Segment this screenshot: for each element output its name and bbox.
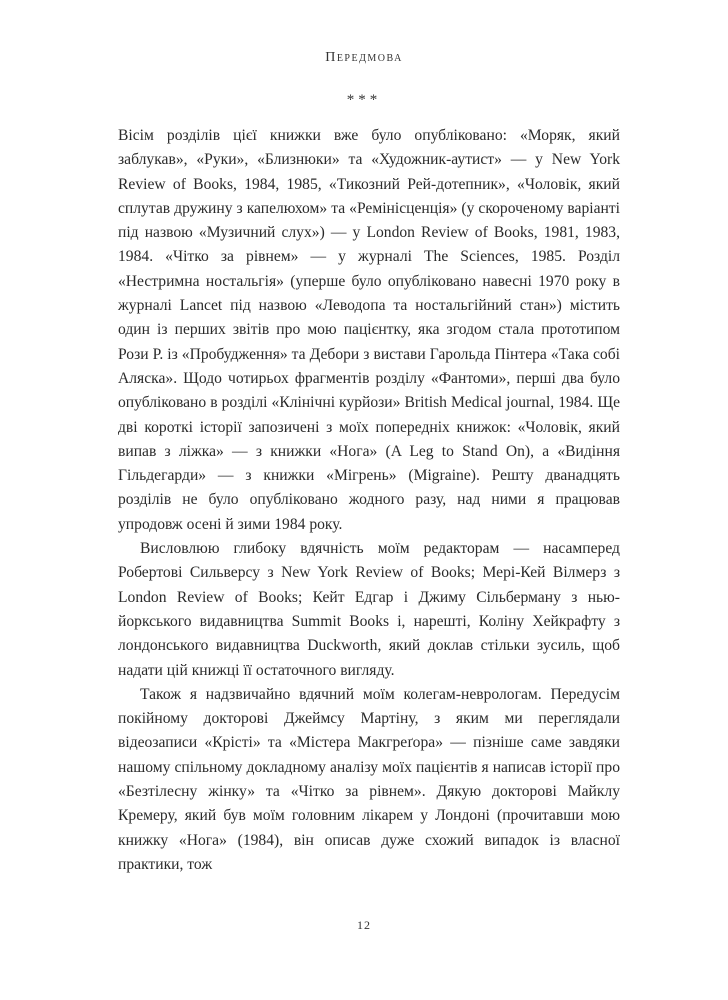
paragraph: Вісім розділів цієї книжки вже було опубліковано: «Моряк, який заблукав», «Руки», «Близнюки» та «Художник-аутист» — у New York Review of Books, 1984, 1985, «Тикозний Рей-дотепник», «Чоловік, який сплутав дружину з капелюхом» та «Ремінісценція» (у скороченому варіанті під назвою «Музичний слух») — у London Review of Books, 1981, 1983, 1984. «Чітко за рівнем» — у журналі The Sciences, 1985. Розділ «Нестримна ностальгія» (уперше було опубліковано навесні 1970 року в журналі Lancet під назвою «Леводопа та ностальгійний стан») містить один із перших звітів про мою пацієнтку, яка згодом стала прототипом Рози Р. із «Пробудження» та Дебори з вистави Гарольда Пінтера «Така собі Аляска». Щодо чотирьох фрагментів розділу «Фантоми», перші два було опубліковано в розділі «Клінічні курйози» British Medical journal, 1984. Ще дві короткі історії запозичені з моїх попередніх книжок: «Чоловік, який випав з ліжка» — з книжки «Нога» (A Leg to Stand On), а «Видіння Гільдегарди» — з книжки «Мігрень» (Migraine). Решту дванадцять розділів не було опубліковано жодного разу, над ними я працював упродовж осені й зими 1984 року. [118, 127, 620, 533]
body-text [118, 124, 620, 877]
section-separator: *** [346, 92, 382, 108]
running-title: Передмова [325, 50, 403, 65]
paragraph: Висловлюю глибоку вдячність моїм редакторам — насамперед Робертові Сильверсу з New York Review of Books; Мері-Кей Вілмерз з London Review of Books; Кейт Едгар і Джиму Сільберману з нью-йоркського видавництва Summit Books і, нарешті, Коліну Хейкрафту з лондонського видавництва Duckworth, який доклав стільки зусиль, щоб надати цій книжці її остаточного вигляду. [118, 540, 620, 679]
paragraph: Також я надзвичайно вдячний моїм колегам-неврологам. Передусім покійному докторові Джеймсу Мартіну, з яким ми переглядали відеозаписи «Крісті» та «Містера Макгреґора» — пізніше саме завдяки нашому спільному докладному аналізу моїх пацієнтів я написав історії про «Безтілесну жінку» та «Чітко за рівнем». Дякую докторові Майклу Кремеру, який був моїм головним лікарем у Лондоні (прочитавши мою книжку «Нога» (1984), він описав дуже схожий випадок із власної практики, тож [118, 685, 620, 873]
page-number: 12 [357, 918, 371, 932]
